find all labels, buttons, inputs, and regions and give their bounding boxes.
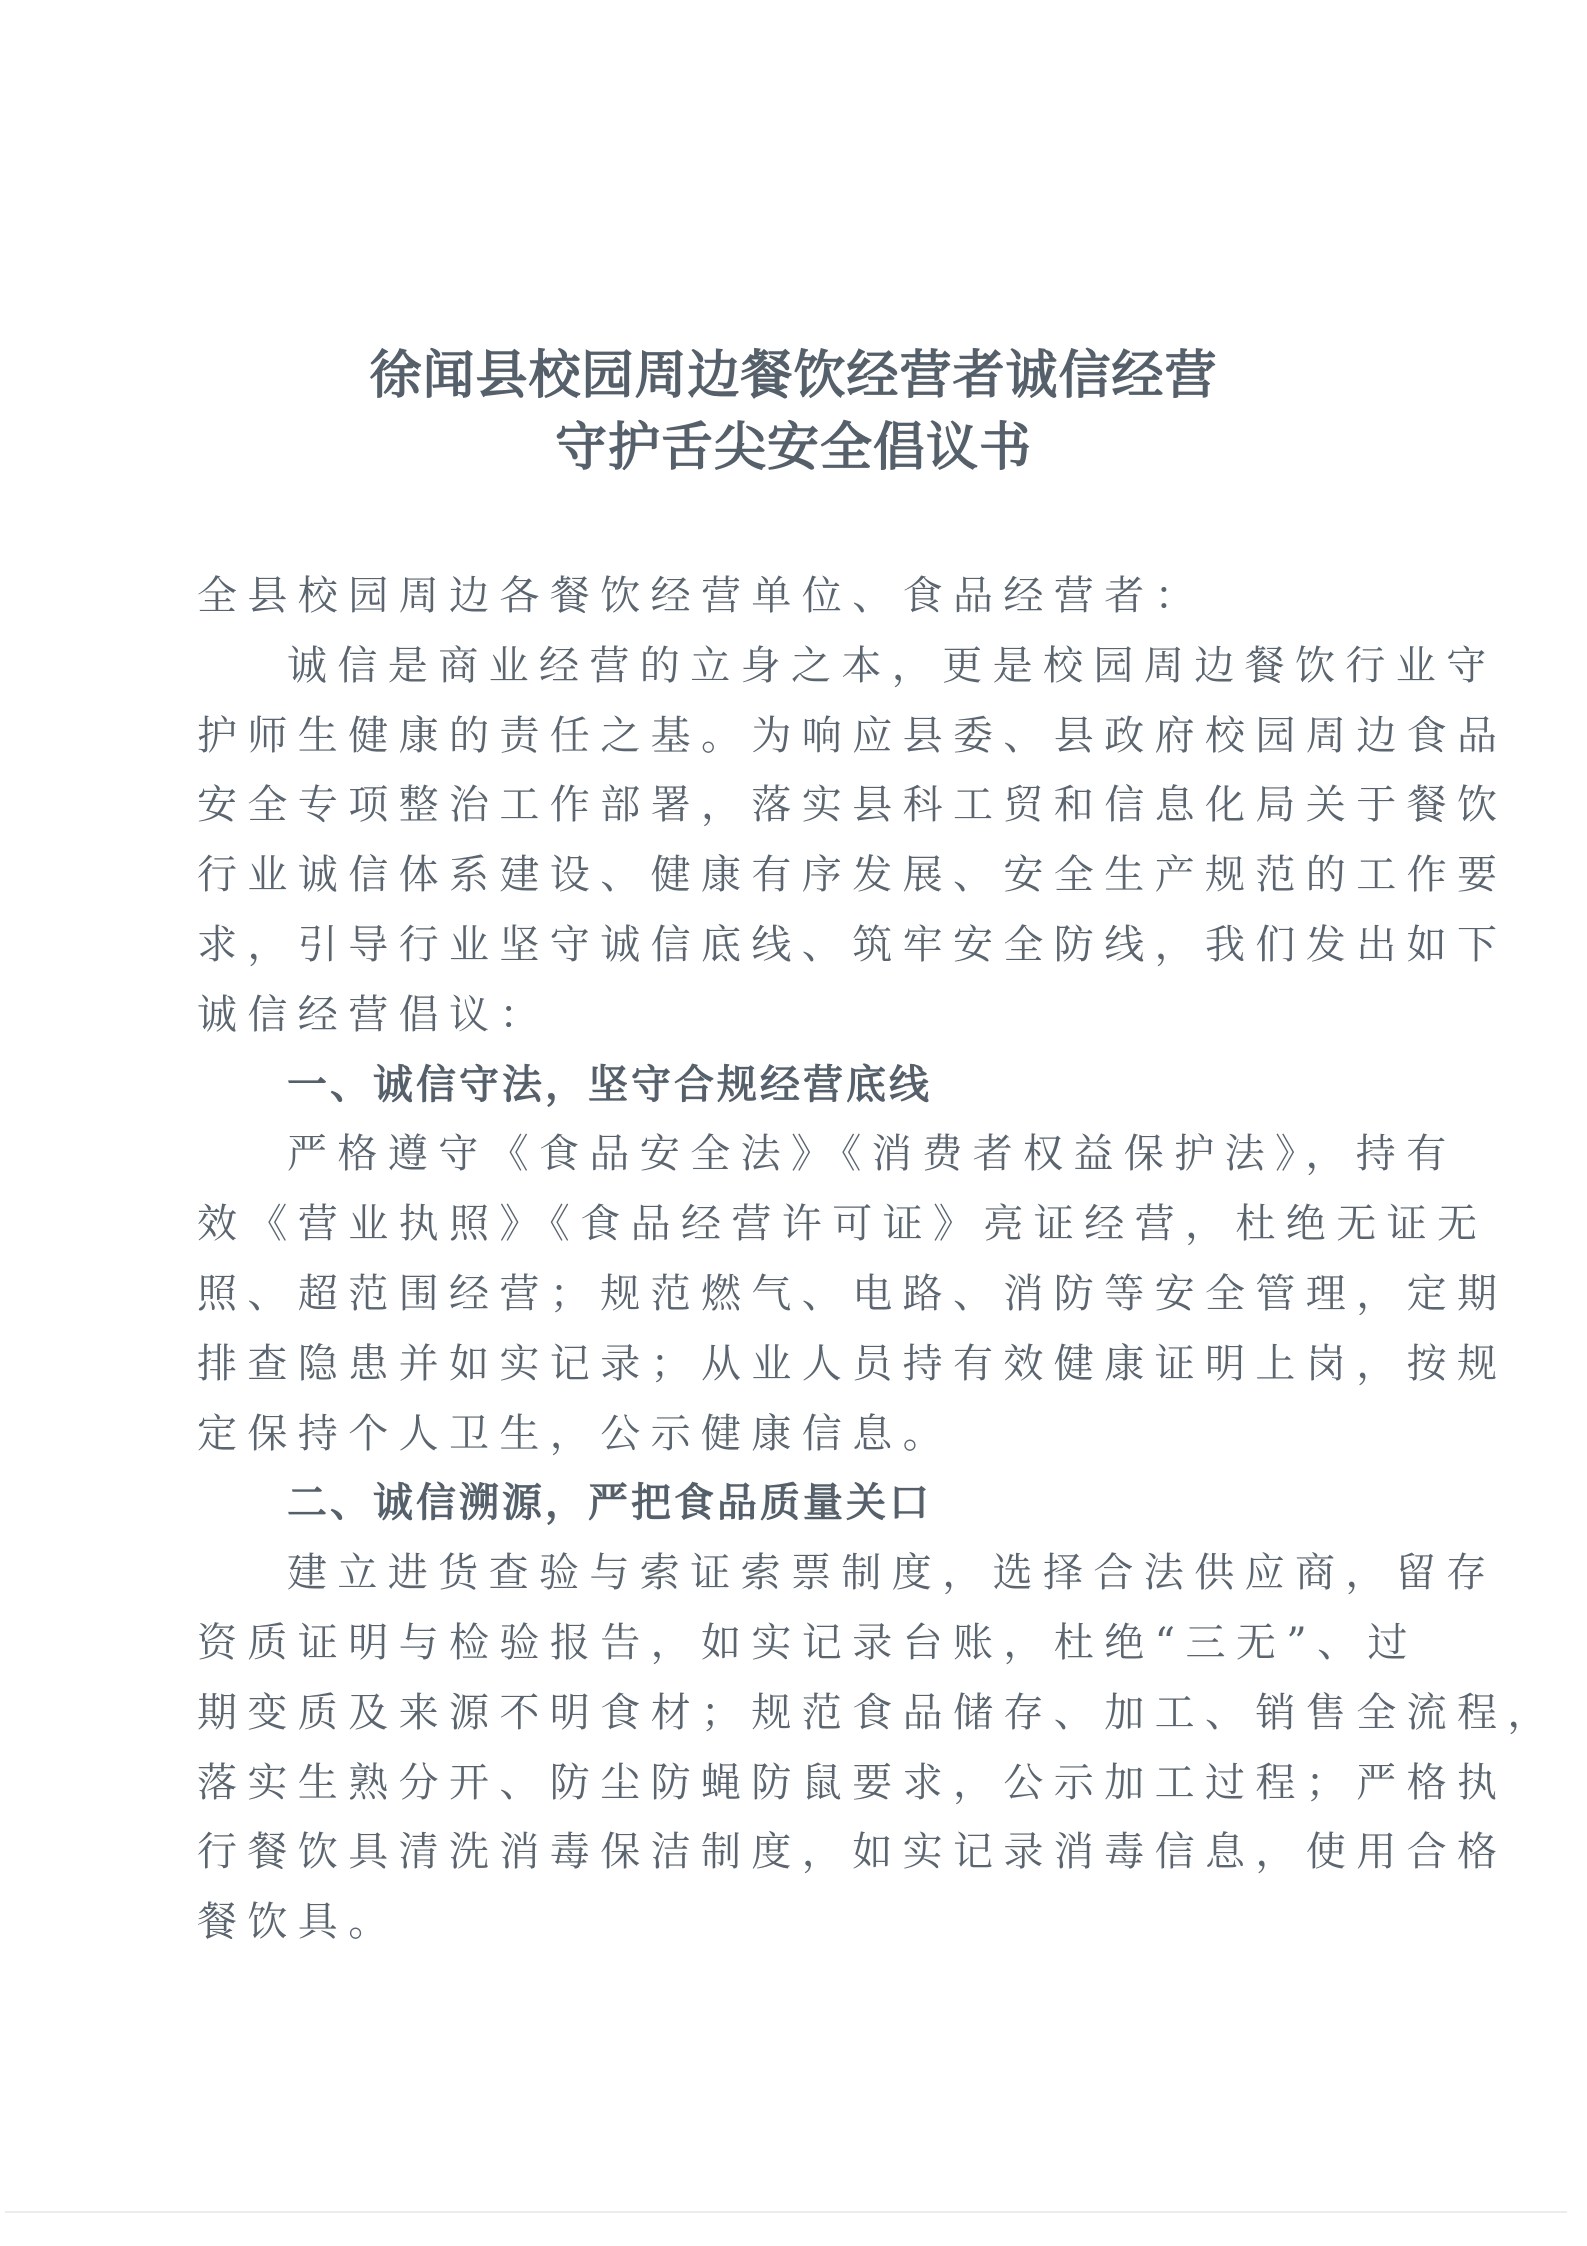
document-title-line-1: 徐闻县校园周边餐饮经营者诚信经营 bbox=[369, 346, 1218, 406]
paragraph-line: 资质证明与检验报告，如实记录台账，杜绝“三无”、过 bbox=[197, 1619, 1418, 1666]
document-title-line-2: 守护舌尖安全倡议书 bbox=[554, 418, 1032, 478]
paragraph-line: 行餐饮具清洗消毒保洁制度，如实记录消毒信息，使用合格 bbox=[197, 1829, 1508, 1876]
section-heading: 一、诚信守法，坚守合规经营底线 bbox=[287, 1061, 932, 1108]
paragraph-line: 排查隐患并如实记录；从业人员持有效健康证明上岗，按规 bbox=[197, 1340, 1508, 1387]
salutation: 全县校园周边各餐饮经营单位、食品经营者： bbox=[197, 573, 1205, 619]
paragraph-line: 求，引导行业坚守诚信底线、筑牢安全防线，我们发出如下 bbox=[197, 921, 1508, 968]
document-body bbox=[197, 562, 1558, 1958]
paragraph-line: 定保持个人卫生，公示健康信息。 bbox=[197, 1410, 953, 1457]
section-1 bbox=[197, 1051, 1508, 1470]
paragraph-line: 安全专项整治工作部署，落实县科工贸和信息化局关于餐饮 bbox=[197, 782, 1508, 829]
paragraph-line: 效《营业执照》《食品经营许可证》亮证经营，杜绝无证无 bbox=[197, 1201, 1488, 1248]
paragraph-line: 落实生熟分开、防尘防蝇防鼠要求，公示加工过程；严格执 bbox=[197, 1759, 1508, 1806]
paragraph-line: 行业诚信体系建设、健康有序发展、安全生产规范的工作要 bbox=[197, 852, 1508, 899]
paragraph-line: 护师生健康的责任之基。为响应县委、县政府校园周边食品 bbox=[197, 712, 1508, 759]
paragraph-line: 餐饮具。 bbox=[197, 1899, 399, 1946]
paragraph-line: 照、超范围经营；规范燃气、电路、消防等安全管理，定期 bbox=[197, 1270, 1508, 1317]
scan-edge-divider bbox=[5, 2211, 1567, 2213]
section-2 bbox=[197, 1469, 1558, 1958]
paragraph-line: 诚信经营倡议： bbox=[197, 991, 550, 1038]
paragraph-line: 诚信是商业经营的立身之本，更是校园周边餐饮行业守 bbox=[287, 642, 1497, 689]
paragraph-line: 期变质及来源不明食材；规范食品储存、加工、销售全流程， bbox=[197, 1689, 1558, 1736]
section-heading: 二、诚信溯源，严把食品质量关口 bbox=[287, 1480, 932, 1527]
paragraph-line: 建立进货查验与索证索票制度，选择合法供应商，留存 bbox=[287, 1550, 1497, 1597]
intro-paragraph bbox=[197, 632, 1508, 1051]
paragraph-line: 严格遵守《食品安全法》《消费者权益保护法》，持有 bbox=[287, 1131, 1457, 1178]
